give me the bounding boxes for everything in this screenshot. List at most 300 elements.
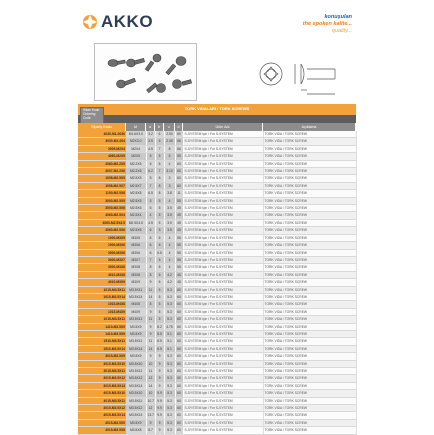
table-cell: 6 (146, 205, 155, 212)
table-cell: 55 (175, 264, 183, 271)
table-cell: 3000-M2.5X6 (78, 205, 126, 212)
table-cell: M4X8 (126, 301, 146, 308)
table-cell: 1015-M3.5X14 (78, 293, 126, 300)
table-cell: 9 (155, 419, 164, 426)
column-header: Ürün Adı (183, 123, 263, 131)
table-cell: 4 (146, 212, 155, 219)
table-row (78, 293, 356, 300)
table-cell: M3.5X11 (126, 368, 146, 375)
table-cell: 45 (175, 227, 183, 234)
table-cell: 9 (146, 330, 155, 337)
table-row (78, 242, 356, 249)
table-row (78, 212, 356, 219)
table-cell: 11 (175, 190, 183, 197)
table-cell: 9 (146, 353, 155, 360)
table-cell: 4015-M3.5X10 (78, 390, 126, 397)
table-cell: M3X8 (126, 271, 146, 278)
table-cell: TORK VIDA / TORK SCREW (263, 308, 356, 315)
table-cell: 5 (155, 219, 164, 226)
table-cell: 8.2 (155, 323, 164, 330)
table-cell: S-SYSTEM için / For S-SYSTEM (183, 131, 263, 138)
table-cell: 9 (155, 427, 164, 434)
table-cell: 5.3 (164, 293, 175, 300)
table-row (78, 264, 356, 271)
table-cell: 5.3 (164, 368, 175, 375)
table-cell: 4.75 (164, 323, 175, 330)
table-cell: 45 (175, 212, 183, 219)
screws-illustration (95, 44, 196, 100)
brand-name: AKKO (101, 12, 154, 31)
table-cell: 60 (175, 175, 183, 182)
table-row (78, 227, 356, 234)
table-cell: 6 (155, 131, 164, 138)
column-header: d (175, 123, 183, 131)
table-cell: 4060-M2.2X5 (78, 160, 126, 167)
table-cell: 8.5 (155, 338, 164, 345)
table-row (78, 138, 356, 145)
table-cell: 9 (155, 360, 164, 367)
table-cell: 5.1 (164, 345, 175, 352)
table-cell: M3.5X14 (126, 412, 146, 419)
table-cell: M3.5X8 (126, 427, 146, 434)
table-row (78, 271, 356, 278)
table-row (78, 301, 356, 308)
table-cell: 5 (155, 197, 164, 204)
table-cell: 3005-M2X4 (78, 145, 126, 152)
table-cell: 4 (164, 160, 175, 167)
table-cell: TORK VIDA / TORK SCREW (263, 338, 356, 345)
table-cell: 60 (175, 345, 183, 352)
table-row (78, 360, 356, 367)
table-row (78, 427, 356, 434)
table-cell: M3.5X11 (126, 286, 146, 293)
table-cell: M2X3.0 (126, 138, 146, 145)
table-row (78, 397, 356, 404)
table-cell: TORK VIDA / TORK SCREW (263, 345, 356, 352)
table-cell: 5 (155, 286, 164, 293)
table-cell: S-SYSTEM için / For S-SYSTEM (183, 168, 263, 175)
table-cell: TORK VIDA / TORK SCREW (263, 175, 356, 182)
table-header (78, 123, 356, 131)
table-cell: 5 (155, 308, 164, 315)
table-cell: 4030-M1-0030 (78, 131, 126, 138)
table-cell: 3.5 (164, 227, 175, 234)
table-row (78, 145, 356, 152)
table-cell: 60 (175, 293, 183, 300)
table-cell: 5 (155, 205, 164, 212)
table-cell: 8 (164, 145, 175, 152)
table-cell: M2.5X5 (126, 197, 146, 204)
table-cell: M2.5X8 (126, 190, 146, 197)
table-cell: 3015-M3.5X9 (78, 353, 126, 360)
brand-tagline (303, 14, 352, 35)
table-cell: S-SYSTEM için / For S-SYSTEM (183, 375, 263, 382)
table-row (78, 175, 356, 182)
table-cell: S-SYSTEM için / For S-SYSTEM (183, 345, 263, 352)
table-cell: 4 (164, 249, 175, 256)
table-cell: 60 (175, 405, 183, 412)
table-cell: 9.9 (155, 412, 164, 419)
table-cell: S-SYSTEM için / For S-SYSTEM (183, 390, 263, 397)
table-cell: 7 (146, 256, 155, 263)
table-cell: 5.5 (155, 249, 164, 256)
table-row (78, 153, 356, 160)
table-cell: TORK VIDA / TORK SCREW (263, 242, 356, 249)
table-cell: TORK VIDA / TORK SCREW (263, 197, 356, 204)
table-cell: 60 (175, 308, 183, 315)
table-cell: 5 (146, 175, 155, 182)
table-cell: 4060-M2.5X4 (78, 212, 126, 219)
table-cell: TORK VIDA / TORK SCREW (263, 279, 356, 286)
table-cell: 1008-M2.5X7 (78, 182, 126, 189)
table-cell: TORK VIDA / TORK SCREW (263, 138, 356, 145)
table-cell: TORK VIDA / TORK SCREW (263, 153, 356, 160)
table-cell: 6 (146, 227, 155, 234)
table-cell: 5.1 (164, 338, 175, 345)
table-cell: M3X6 (126, 242, 146, 249)
table-cell: M3.5X9 (126, 353, 146, 360)
table-cell: S-SYSTEM için / For S-SYSTEM (183, 264, 263, 271)
table-row (78, 190, 356, 197)
table-cell: S-SYSTEM için / For S-SYSTEM (183, 360, 263, 367)
table-cell: S-SYSTEM için / For S-SYSTEM (183, 338, 263, 345)
table-cell: S-SYSTEM için / For S-SYSTEM (183, 219, 263, 226)
table-cell: 45 (175, 219, 183, 226)
table-cell: 45 (175, 271, 183, 278)
table-cell: TORK VIDA / TORK SCREW (263, 427, 356, 434)
table-cell: 60 (175, 168, 183, 175)
table-cell: 11 (146, 338, 155, 345)
tagline-line-1: konuşulan (324, 14, 352, 20)
table-cell: TORK VIDA / TORK SCREW (263, 382, 356, 389)
table-cell: TORK VIDA / TORK SCREW (263, 190, 356, 197)
table-cell: 1000-M3X6 (78, 242, 126, 249)
table-cell: S-SYSTEM için / For S-SYSTEM (183, 308, 263, 315)
table-cell: TORK VIDA / TORK SCREW (263, 301, 356, 308)
table-cell: 1015-M4X8 (78, 301, 126, 308)
table-cell: 66 (175, 138, 183, 145)
table-cell: 1510-M3.5X11 (78, 338, 126, 345)
table-cell: 9.9 (155, 405, 164, 412)
table-cell: S-SYSTEM için / For S-SYSTEM (183, 212, 263, 219)
table-cell: 12 (146, 375, 155, 382)
table-cell: 60 (175, 301, 183, 308)
column-header: b (155, 123, 164, 131)
table-cell: M3.5X9 (126, 419, 146, 426)
table-cell: S-SYSTEM için / For S-SYSTEM (183, 256, 263, 263)
table-cell: 4 (164, 242, 175, 249)
table-row (78, 308, 356, 315)
table-cell: 5.3 (164, 375, 175, 382)
table-cell: TORK VIDA / TORK SCREW (263, 160, 356, 167)
table-cell: M3.5X11 (126, 338, 146, 345)
table-cell: 4.2 (164, 279, 175, 286)
table-cell: 9 (146, 308, 155, 315)
table-cell: TORK VIDA / TORK SCREW (263, 316, 356, 323)
table-row (78, 234, 356, 241)
table-cell: 60 (175, 182, 183, 189)
table-cell: 8 (146, 264, 155, 271)
table-cell: 3000-M2.5X5 (78, 197, 126, 204)
table-cell: 3030-M1-004 (78, 138, 126, 145)
table-cell: 6.2 (146, 168, 155, 175)
table-cell: M2.5X6 (126, 205, 146, 212)
table-cell: S-SYSTEM için / For S-SYSTEM (183, 286, 263, 293)
table-row (78, 279, 356, 286)
table-cell: S-SYSTEM için / For S-SYSTEM (183, 419, 263, 426)
table-cell: 5 (155, 301, 164, 308)
table-row (78, 382, 356, 389)
table-cell: 3000-M3X6 (78, 249, 126, 256)
table-cell: 5.3 (164, 286, 175, 293)
table-cell: 2.50 (164, 131, 175, 138)
table-cell: 60 (175, 427, 183, 434)
table-cell: TORK VIDA / TORK SCREW (263, 375, 356, 382)
table-cell: 60 (175, 368, 183, 375)
table-cell: 1100-M2.5X8 (78, 190, 126, 197)
table-cell: 3015-M3.5X11 (78, 368, 126, 375)
tagline-line-3: quality... (331, 28, 352, 34)
table-cell: 5 (155, 153, 164, 160)
table-cell: TORK VIDA / TORK SCREW (263, 397, 356, 404)
table-cell: 3.2 (146, 131, 155, 138)
table-cell: 14 (146, 382, 155, 389)
section-header (78, 104, 356, 115)
table-cell: M2.5X7 (126, 182, 146, 189)
table-cell: 9 (146, 323, 155, 330)
table-cell: 3.5 (146, 138, 155, 145)
table-cell: 9.9 (155, 390, 164, 397)
table-cell: S-SYSTEM için / For S-SYSTEM (183, 368, 263, 375)
table-cell: 1008-M2.5X5 (78, 175, 126, 182)
table-cell: TORK VIDA / TORK SCREW (263, 131, 356, 138)
table-cell: 9 (146, 419, 155, 426)
table-cell: S-SYSTEM için / For S-SYSTEM (183, 293, 263, 300)
table-cell: S-SYSTEM için / For S-SYSTEM (183, 138, 263, 145)
table-cell: S-SYSTEM için / For S-SYSTEM (183, 197, 263, 204)
table-row (78, 160, 356, 167)
table-cell: TORK VIDA / TORK SCREW (263, 212, 356, 219)
table-row (78, 182, 356, 189)
table-cell: 5.3 (164, 382, 175, 389)
table-cell: S-SYSTEM için / For S-SYSTEM (183, 153, 263, 160)
technical-drawing (255, 52, 348, 100)
table-cell: S-SYSTEM için / For S-SYSTEM (183, 271, 263, 278)
table-cell: 8.5 (155, 330, 164, 337)
table-cell: 3.5 (164, 212, 175, 219)
table-cell: 60 (175, 375, 183, 382)
table-cell: 8 (146, 271, 155, 278)
table-row (78, 256, 356, 263)
table-cell: 8.5 (155, 345, 164, 352)
table-cell: 7 (146, 182, 155, 189)
table-cell: 5.3 (164, 427, 175, 434)
table-cell: S-SYSTEM için / For S-SYSTEM (183, 182, 263, 189)
table-cell: M3X7 (126, 256, 146, 263)
akko-logo-icon (82, 14, 98, 30)
table-cell: M4X9 (126, 308, 146, 315)
table-cell: S-SYSTEM için / For S-SYSTEM (183, 323, 263, 330)
table-cell: 5 (155, 293, 164, 300)
table-cell: TORK VIDA / TORK SCREW (263, 368, 356, 375)
table-cell: TORK VIDA / TORK SCREW (263, 182, 356, 189)
table-cell: 1015-M3.5X11 (78, 316, 126, 323)
table-cell: 14 (146, 293, 155, 300)
table-cell: S-SYSTEM için / For S-SYSTEM (183, 175, 263, 182)
table-cell: M2X4 (126, 145, 146, 152)
table-cell: 10 (146, 360, 155, 367)
table-cell: 60 (175, 330, 183, 337)
table-cell: 1410-M3.5X9 (78, 323, 126, 330)
table-cell: TORK VIDA / TORK SCREW (263, 419, 356, 426)
table-row (78, 345, 356, 352)
table-cell: 60 (175, 160, 183, 167)
table-cell: 55 (175, 256, 183, 263)
table-cell: 4.5 (146, 145, 155, 152)
table-cell: TORK VIDA / TORK SCREW (263, 205, 356, 212)
table-cell: M3.5X11 (126, 316, 146, 323)
table-cell: 5.3 (164, 390, 175, 397)
table-row (78, 375, 356, 382)
table-cell: M2X5 (126, 153, 146, 160)
table-cell: 9 (155, 353, 164, 360)
table-cell: 60 (175, 353, 183, 360)
table-cell: 9 (155, 368, 164, 375)
table-cell: 6 (155, 271, 164, 278)
table-cell: 6.5 (146, 190, 155, 197)
screws-table (78, 131, 357, 435)
table-cell: M2.5X5 (126, 175, 146, 182)
table-cell: 55 (175, 234, 183, 241)
table-cell: 45 (175, 205, 183, 212)
table-cell: TORK VIDA / TORK SCREW (263, 390, 356, 397)
table-cell: 6 (155, 256, 164, 263)
table-cell: 6 (155, 160, 164, 167)
table-cell: S-SYSTEM için / For S-SYSTEM (183, 427, 263, 434)
table-cell: S-SYSTEM için / For S-SYSTEM (183, 316, 263, 323)
table-cell: M3X6 (126, 249, 146, 256)
table-cell: 7 (155, 145, 164, 152)
table-row (78, 390, 356, 397)
table-row (78, 249, 356, 256)
table-cell: 8.7 (146, 427, 155, 434)
table-cell: 3.10 (164, 168, 175, 175)
table-cell: 5.3 (164, 419, 175, 426)
table-cell: 5.3 (164, 360, 175, 367)
table-cell: M3X8 (126, 264, 146, 271)
table-cell: S-SYSTEM için / For S-SYSTEM (183, 234, 263, 241)
table-cell: S-SYSTEM için / For S-SYSTEM (183, 205, 263, 212)
table-cell: TORK VIDA / TORK SCREW (263, 168, 356, 175)
table-row (78, 316, 356, 323)
table-cell: 5.1 (164, 330, 175, 337)
table-cell: 5.3 (164, 308, 175, 315)
table-cell: TORK VIDA / TORK SCREW (263, 256, 356, 263)
table-cell: 1000-M3X5 (78, 234, 126, 241)
table-cell: 9 (146, 279, 155, 286)
table-cell: M2.2X5 (126, 160, 146, 167)
table-cell: M3.5X11 (126, 397, 146, 404)
table-cell: 5.3 (164, 353, 175, 360)
tagline-line-2: the spoken kalite... (302, 21, 352, 27)
table-cell: 1410-M3.5X9 (78, 330, 126, 337)
table-cell: 9 (155, 375, 164, 382)
table-cell: 8 (146, 301, 155, 308)
table-cell: M3.5X10 (126, 360, 146, 367)
table-cell: 5.3 (164, 412, 175, 419)
table-cell: 4015-M3.5X8 (78, 427, 126, 434)
table-cell: 7 (155, 168, 164, 175)
table-cell: TORK VIDA / TORK SCREW (263, 405, 356, 412)
table-cell: S-SYSTEM için / For S-SYSTEM (183, 353, 263, 360)
table-cell: 4060-M2.5X6 (78, 227, 126, 234)
table-cell: 4015-M3.5X14 (78, 412, 126, 419)
table-cell: 3015-M3.5X14 (78, 382, 126, 389)
table-cell: 4060-M2X5 (78, 153, 126, 160)
table-cell: M3.5X10 (126, 390, 146, 397)
table-cell: 60 (175, 397, 183, 404)
table-cell: 60 (175, 131, 183, 138)
column-header: c (164, 123, 175, 131)
table-cell: 6 (155, 264, 164, 271)
table-cell: M2.5X4 (126, 212, 146, 219)
table-cell: S-SYSTEM için / For S-SYSTEM (183, 242, 263, 249)
table-cell: M3.5X14 (126, 293, 146, 300)
table-cell: TORK VIDA / TORK SCREW (263, 234, 356, 241)
table-cell: S-SYSTEM için / For S-SYSTEM (183, 190, 263, 197)
table-cell: 3000-M3X7 (78, 256, 126, 263)
table-cell: TORK VIDA / TORK SCREW (263, 360, 356, 367)
table-cell: 5 (155, 316, 164, 323)
table-cell: M3.5X14 (126, 382, 146, 389)
table-cell: 5 (164, 153, 175, 160)
table-row (78, 323, 356, 330)
table-cell: S-SYSTEM için / For S-SYSTEM (183, 227, 263, 234)
table-cell: 5 (146, 153, 155, 160)
table-cell: 3.5 (164, 219, 175, 226)
table-cell: 8 (155, 190, 164, 197)
table-row (78, 330, 356, 337)
table-row (78, 405, 356, 412)
table-cell: 4 (164, 256, 175, 263)
table-cell: 4015-M3.5X9 (78, 419, 126, 426)
table-cell: 6 (155, 138, 164, 145)
table-cell: 55 (175, 153, 183, 160)
table-cell: M3X5 (126, 234, 146, 241)
table-cell: 55 (175, 249, 183, 256)
table-cell: 11 (146, 316, 155, 323)
table-cell: 6 (155, 234, 164, 241)
table-cell: 4010-M3X8 (78, 271, 126, 278)
section-title: TORK VIDALARI / TORK SCREWS (184, 106, 250, 111)
table-cell: M3.5X12 (126, 405, 146, 412)
table-cell: 45 (175, 279, 183, 286)
screw-dimension-diagram (255, 52, 348, 100)
table-cell: 3.8 (164, 190, 175, 197)
table-cell: 2.45 (164, 138, 175, 145)
table-row (78, 286, 356, 293)
table-cell: 6 (146, 160, 155, 167)
table-cell: 66 (175, 145, 183, 152)
table-cell: 4060-M2.5X4.5 (78, 219, 126, 226)
table-row (78, 338, 356, 345)
table-cell: S-SYSTEM için / For S-SYSTEM (183, 330, 263, 337)
table-cell: 1015-M4X9 (78, 308, 126, 315)
table-cell: 8 (155, 175, 164, 182)
table-cell: 60 (175, 360, 183, 367)
brand-logo (82, 14, 153, 30)
table-cell: 4015-M3.5X12 (78, 405, 126, 412)
